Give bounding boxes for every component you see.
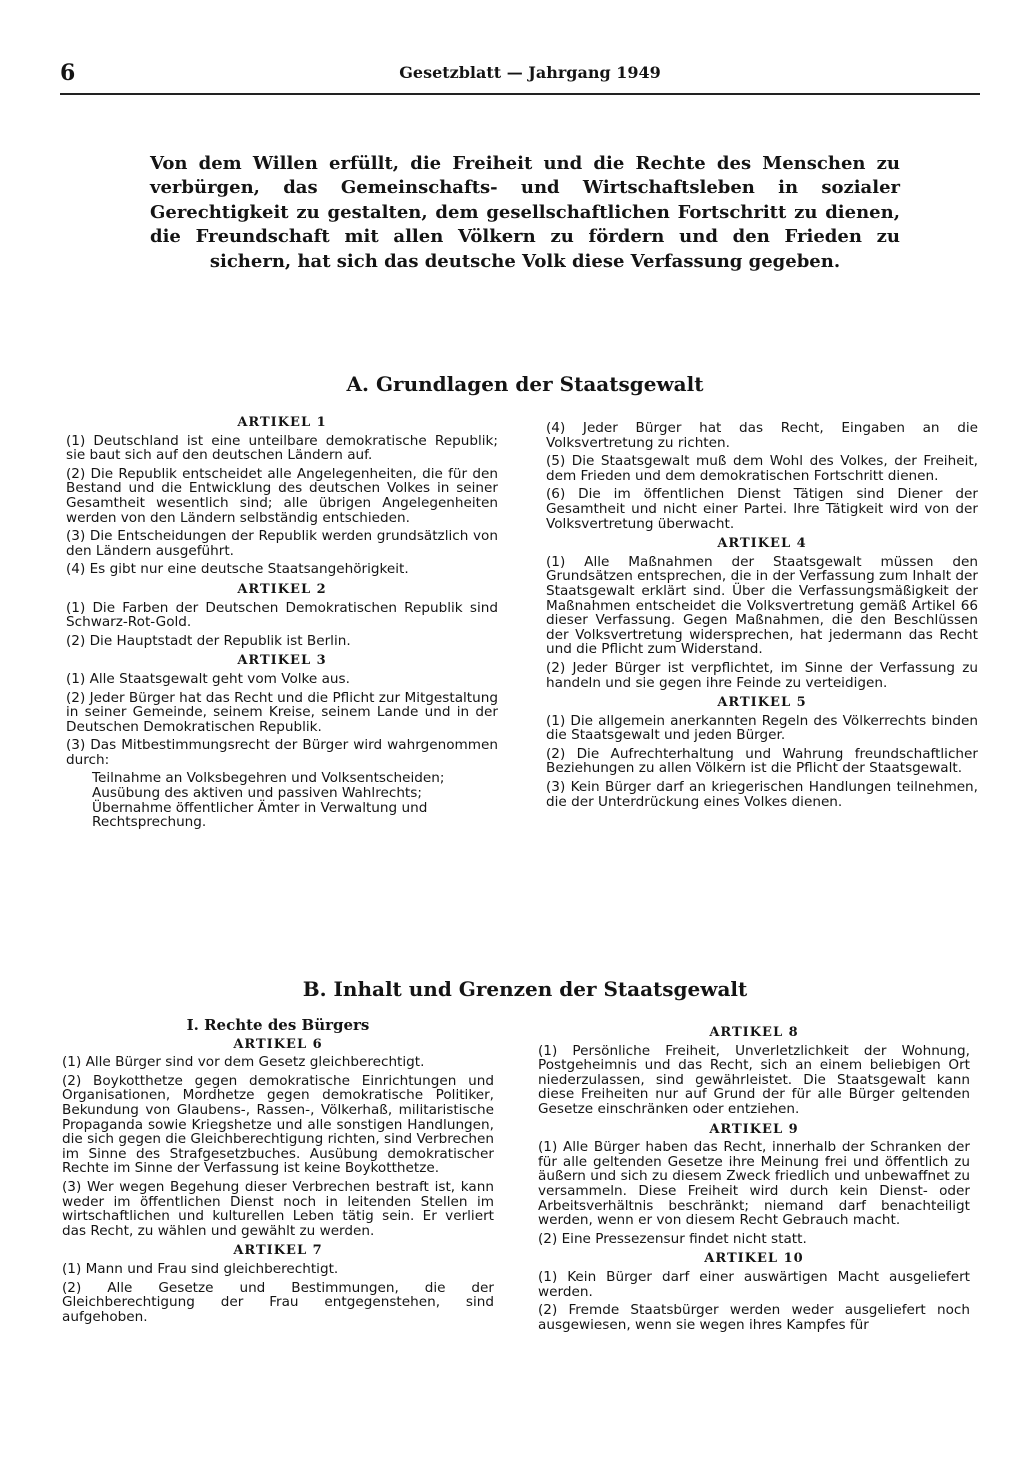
- section-b-heading: B. Inhalt und Grenzen der Staatsgewalt: [302, 977, 748, 1001]
- article-7-title: ARTIKEL 7: [233, 1243, 323, 1259]
- article-3-title: ARTIKEL 3: [237, 653, 327, 669]
- article-5-title: ARTIKEL 5: [717, 695, 807, 711]
- article-10-title: ARTIKEL 10: [704, 1251, 804, 1267]
- article-3-para-2: (2) Jeder Bürger hat das Recht und die Pflicht zur Mitgestaltung in seiner Gemeinde, seinem Kreise, seinem Lande und in der Deutschen Demokratischen Republik.: [66, 689, 498, 735]
- article-6-para-1: (1) Alle Bürger sind vor dem Gesetz gleichberechtigt.: [62, 1054, 425, 1071]
- article-3-list-item: Ausübung des aktiven und passiven Wahlrechts;: [92, 785, 422, 802]
- subheading-rechte-des-buergers: I. Rechte des Bürgers: [186, 1016, 370, 1034]
- article-9-para-1: (1) Alle Bürger haben das Recht, innerhalb der Schranken der für alle geltenden Gesetze ihre Meinung frei und öffentlich zu äußern und sich zu diesem Zweck friedlich und unbewaffnet zu versammeln. Diese Freiheit wird durch kein Dienst- oder Arbeitsverhältnis beschränkt; niemand darf benachteiligt werden, wenn er von diesem Recht Gebrauch macht.: [538, 1139, 970, 1229]
- article-1-para-1: (1) Deutschland ist eine unteilbare demokratische Republik; sie baut sich auf den deutschen Ländern auf.: [66, 432, 498, 464]
- article-1-title: ARTIKEL 1: [237, 415, 327, 430]
- article-1-para-3: (3) Die Entscheidungen der Republik werden grundsätzlich von den Ländern ausgeführt.: [66, 528, 498, 559]
- article-3-para-6: (6) Die im öffentlichen Dienst Tätigen sind Diener der Gesamtheit und nicht einer Partei. Ihre Tätigkeit wird von der Volksvertretung überwacht.: [546, 486, 978, 532]
- article-2-para-1: (1) Die Farben der Deutschen Demokratischen Republik sind Schwarz-Rot-Gold.: [66, 599, 498, 631]
- section-a-right-column: [546, 421, 978, 813]
- running-head: Gesetzblatt — Jahrgang 1949: [399, 63, 661, 82]
- article-9-title: ARTIKEL 9: [709, 1121, 799, 1137]
- header-rule: [60, 93, 980, 95]
- preamble: Von dem Willen erfüllt, die Freiheit und die Rechte des Menschen zu verbürgen, das Gemeinschafts- und Wirtschaftsleben in sozialer Gerechtigkeit zu gestalten, dem gesellschaftlichen Fortschritt zu dienen, die Freundschaft mit allen Völkern zu fördern und den Frieden zu sichern, hat sich das deutsche Volk diese Verfassung gegeben.: [150, 153, 900, 272]
- article-9-para-2: (2) Eine Pressezensur findet nicht statt.: [538, 1230, 807, 1247]
- article-3-para-3: (3) Das Mitbestimmungsrecht der Bürger wird wahrgenommen durch:: [66, 737, 498, 768]
- page-number: 6: [60, 60, 76, 86]
- article-7-para-1: (1) Mann und Frau sind gleichberechtigt.: [62, 1260, 339, 1277]
- article-4-title: ARTIKEL 4: [717, 536, 807, 552]
- article-10-para-1: (1) Kein Bürger darf einer auswärtigen Macht ausgeliefert werden.: [538, 1268, 970, 1300]
- article-5-para-2: (2) Die Aufrechterhaltung und Wahrung freundschaftlicher Beziehungen zu allen Völkern ist die Pflicht der Staatsgewalt.: [546, 745, 978, 777]
- article-6-para-3: (3) Wer wegen Begehung dieser Verbrechen bestraft ist, kann weder im öffentlichen Dienst noch in leitenden Stellen im wirtschaftlichen und kulturellen Leben tätig sein. Er verliert das Recht, zu wählen und gewählt zu werden.: [62, 1178, 494, 1239]
- article-3-list-item: Übernahme öffentlicher Ämter in Verwaltung und Rechtsprechung.: [92, 799, 428, 831]
- article-1-para-2: (2) Die Republik entscheidet alle Angelegenheiten, die für den Bestand und die Entwicklung des deutschen Volkes in seiner Gesamtheit wesentlich sind; alle übrigen Angelegenheiten werden von den Ländern selbständig entschieden.: [66, 465, 498, 526]
- section-b-right-column: [538, 1026, 970, 1336]
- article-5-para-1: (1) Die allgemein anerkannten Regeln des Völkerrechts binden die Staatsgewalt und jeden Bürger.: [546, 712, 978, 744]
- article-4-para-2: (2) Jeder Bürger ist verpflichtet, im Sinne der Verfassung zu handeln und sie gegen ihre Feinde zu verteidigen.: [546, 659, 978, 691]
- article-1-para-4: (4) Es gibt nur eine deutsche Staatsangehörigkeit.: [66, 561, 409, 578]
- article-8-title: ARTIKEL 8: [709, 1025, 799, 1040]
- article-3-list-item: Teilnahme an Volksbegehren und Volksentscheiden;: [92, 770, 445, 787]
- article-3-para-4: (4) Jeder Bürger hat das Recht, Eingaben an die Volksvertretung zu richten.: [546, 420, 978, 451]
- article-3-para-5: (5) Die Staatsgewalt muß dem Wohl des Volkes, der Freiheit, dem Frieden und dem demokratischen Fortschritt dienen.: [546, 453, 978, 484]
- article-3-list: [66, 771, 498, 829]
- section-a-heading: A. Grundlagen der Staatsgewalt: [346, 372, 704, 396]
- article-3-para-1: (1) Alle Staatsgewalt geht vom Volke aus.: [66, 670, 350, 687]
- article-7-para-2: (2) Alle Gesetze und Bestimmungen, die der Gleichberechtigung der Frau entgegenstehen, sind aufgehoben.: [62, 1279, 494, 1325]
- article-6-title: ARTIKEL 6: [233, 1036, 323, 1052]
- article-8-para-1: (1) Persönliche Freiheit, Unverletzlichkeit der Wohnung, Postgeheimnis und das Recht, sich an einem beliebigen Ort niederzulassen, sind gewährleistet. Die Staatsgewalt kann diese Freiheiten nur auf Grund der für alle Bürger geltenden Gesetze einschränken oder entziehen.: [538, 1042, 970, 1117]
- article-5-para-3: (3) Kein Bürger darf an kriegerischen Handlungen teilnehmen, die der Unterdrückung eines Volkes dienen.: [546, 779, 978, 810]
- article-6-para-2: (2) Boykotthetze gegen demokratische Einrichtungen und Organisationen, Mordhetze gegen demokratische Politiker, Bekundung von Glaubens-, Rassen-, Völkerhaß, militaristische Propaganda sowie Kriegshetze und alle sonstigen Handlungen, die sich gegen die Gleichberechtigung richten, sind Verbrechen im Sinne des Strafgesetzbuches. Ausübung demokratischer Rechte im Sinne der Verfassung ist keine Boykotthetze.: [62, 1072, 494, 1177]
- article-2-para-2: (2) Die Hauptstadt der Republik ist Berlin.: [66, 632, 351, 649]
- article-10-para-2: (2) Fremde Staatsbürger werden weder ausgeliefert noch ausgewiesen, wenn sie wegen ihres Kampfes für: [538, 1302, 970, 1333]
- section-a-left-column: [66, 416, 498, 830]
- section-b-left-column: [62, 1018, 494, 1328]
- article-4-para-1: (1) Alle Maßnahmen der Staatsgewalt müssen den Grundsätzen entsprechen, die in der Verfassung zum Inhalt der Staatsgewalt erklärt sind. Über die Verfassungsmäßigkeit der Maßnahmen entscheidet die Volksvertretung gemäß Artikel 66 dieser Verfassung. Gegen Maßnahmen, die den Beschlüssen der Volksvertretung widersprechen, hat jedermann das Recht und die Pflicht zum Widerstand.: [546, 553, 978, 658]
- article-2-title: ARTIKEL 2: [237, 581, 327, 597]
